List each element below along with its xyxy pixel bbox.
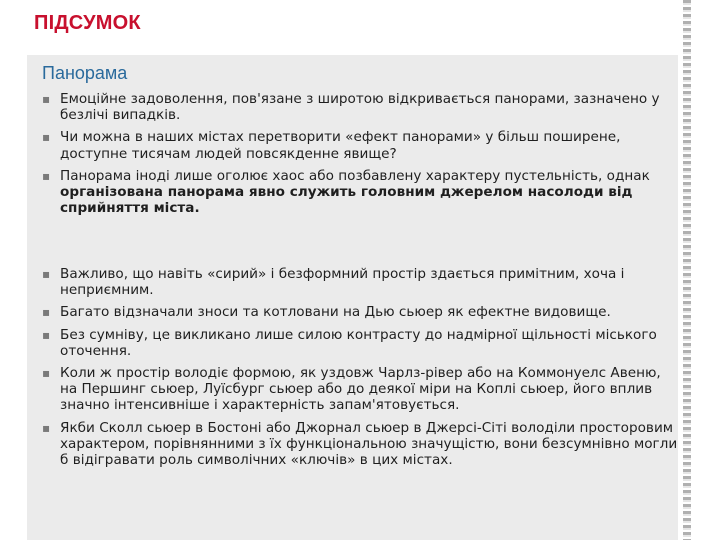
bullet-text: Без сумніву, це викликано лише силою контрасту до надмірної щільності міського оточення. [60, 326, 657, 359]
bullet-item [42, 327, 678, 359]
decorative-dashed-rail [683, 0, 691, 540]
bullet-text: Якби Сколл сьюер в Бостоні або Джорнал сьюер в Джерсі-Сіті володіли просторовим характером, порівнянними з їх функціональною значущістю, вони безсумнівно могли б відігравати роль символічних «ключів» в цих містах. [60, 419, 678, 469]
section-subtitle: Панорама [42, 63, 128, 83]
slide-title: ПІДСУМОК [34, 12, 141, 34]
bullet-text: Важливо, що навіть «сирий» і безформний простір здається примітним, хоча і неприємним. [60, 266, 625, 299]
bullet-text-bold: організована панорама явно служить головним джерелом насолоди від сприйняття міста. [60, 184, 633, 217]
bullet-item [42, 91, 678, 123]
bullet-item [42, 266, 678, 298]
bullet-text: Панорама іноді лише оголює хаос або позбавлену характеру пустельність, однак [60, 167, 650, 184]
bullet-list-2 [42, 266, 678, 474]
bullet-text: Коли ж простір володіє формою, як уздовж Чарлз-рівер або на Коммонуелс Авеню, на Першинг сьюер, Луїсбург сьюер або до деякої міри на Коплі сьюер, його вплив значно інтенсивніше і характерність запам'ятовується. [60, 365, 661, 414]
bullet-text: Емоційне задоволення, пов'язане з широтою відкривається панорами, зазначено у безлічі випадків. [60, 91, 660, 124]
bullet-text: Чи можна в наших містах перетворити «ефект панорами» у більш поширене, доступне тисячам людей повсякденне явище? [60, 129, 621, 162]
bullet-item [42, 168, 678, 217]
bullet-item [42, 420, 678, 469]
bullet-item [42, 129, 678, 161]
bullet-item [42, 365, 678, 414]
bullet-text: Багато відзначали зноси та котловани на Дью сьюер як ефектне видовище. [60, 304, 611, 321]
bullet-list-1 [42, 91, 678, 222]
bullet-item [42, 304, 678, 320]
